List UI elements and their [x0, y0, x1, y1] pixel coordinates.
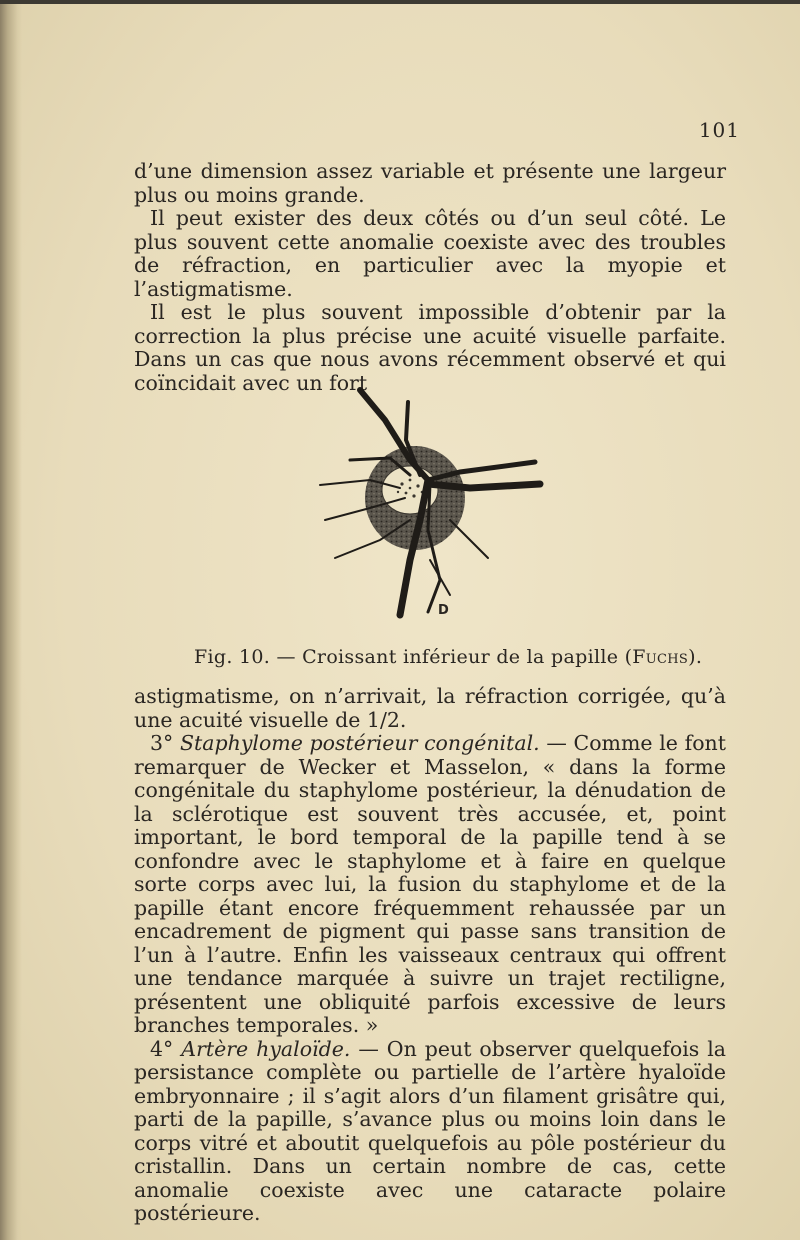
- page-number: 101: [698, 118, 740, 142]
- papilla-illustration: [310, 380, 550, 625]
- top-edge: [0, 0, 800, 4]
- paragraph-2: Il peut exister des deux côtés ou d’un seul côté. Le plus souvent cette anomalie coexiste avec des troubles de réfraction, en particulier avec la myopie et l’astigmatisme.: [134, 206, 726, 301]
- caption-author: Fuchs: [632, 646, 689, 668]
- text-block-top: [134, 160, 726, 395]
- paragraph-4: astigmatisme, on n’arrivait, la réfraction corrigée, qu’à une acuité visuelle de 1/2.: [134, 684, 726, 732]
- paragraph-5: [134, 732, 726, 1038]
- section-title-artere: Artère hyaloïde.: [181, 1036, 351, 1061]
- paragraph-6: [134, 1038, 726, 1226]
- section-number-3: 3°: [150, 731, 180, 755]
- figure-caption: [194, 646, 703, 668]
- paragraph-1: d’une dimension assez variable et présente une largeur plus ou moins grande.: [134, 159, 726, 207]
- caption-prefix: Fig. 10. — Croissant inférieur de la papille (: [194, 646, 633, 668]
- section-text-artere: — On peut observer quelquefois la persistance complète ou partielle de l’artère hyaloïde embryonnaire ; il s’agit alors d’un filament grisâtre qui, parti de la papille, s’avance plus ou moins loin dans le corps vitré et aboutit quelquefois au pôle postérieur du cristallin. Dans un certain nombre de cas, cette anomalie coexiste avec une cataracte polaire postérieure.: [134, 1036, 727, 1225]
- page-binding-shadow: [0, 0, 22, 1240]
- paragraph-3: Il est le plus souvent impossible d’obtenir par la correction la plus précise une acuité visuelle parfaite. Dans un cas que nous avons récemment observé et qui coïncidait avec un fort: [134, 300, 726, 395]
- section-number-4: 4°: [150, 1036, 182, 1061]
- section-title-staphylome: Staphylome postérieur congénital.: [179, 731, 540, 755]
- figure-label-d: D: [438, 603, 449, 618]
- text-block-bottom: [134, 685, 726, 1226]
- caption-suffix: ).: [688, 646, 703, 668]
- section-text-staphylome: — Comme le font remarquer de Wecker et Masselon, « dans la forme congénitale du staphylome postérieur, la dénudation de la sclérotique est souvent très accusée, et, point important, le bord temporal de la papille tend à se confondre avec le staphylome et à faire en quelque sorte corps avec lui, la fusion du staphylome et de la papille étant encore fréquemment rehaussée par un encadrement de pigment qui passe sans transition de l’un à l’autre. Enfin les vaisseaux centraux qui offrent une tendance marquée à suivre un trajet rectiligne, présentent une obliquité parfois excessive de leurs branches temporales. »: [134, 731, 726, 1037]
